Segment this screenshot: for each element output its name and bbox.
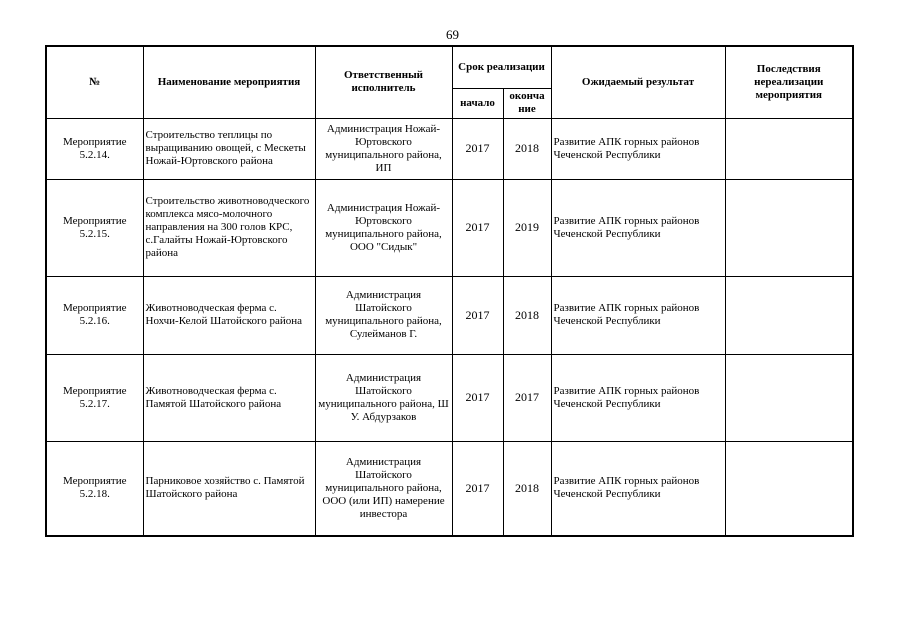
cell-name: Животноводческая ферма с. Нохчи-Келой Шатойского района (143, 276, 315, 354)
cell-responsible: Администрация Ножай-Юртовского муниципального района, ИП (315, 118, 452, 179)
cell-name: Строительство животноводческого комплекса мясо-молочного направления на 300 голов КРС, с.Галайты Ножай-Юртовского района (143, 179, 315, 276)
cell-consequences (725, 276, 853, 354)
cell-num: Мероприятие 5.2.14. (46, 118, 143, 179)
activities-table (45, 45, 854, 537)
header-end: оконча ние (503, 88, 551, 118)
cell-num: Мероприятие 5.2.15. (46, 179, 143, 276)
table-row (46, 179, 853, 276)
cell-name: Парниковое хозяйство с. Памятой Шатойского района (143, 441, 315, 536)
header-responsible: Ответственный исполнитель (315, 46, 452, 118)
header-result: Ожидаемый результат (551, 46, 725, 118)
cell-responsible: Администрация Шатойского муниципального района, ООО (или ИП) намерение инвестора (315, 441, 452, 536)
table-row (46, 276, 853, 354)
header-name: Наименование мероприятия (143, 46, 315, 118)
cell-consequences (725, 441, 853, 536)
cell-result: Развитие АПК горных районов Чеченской Республики (551, 441, 725, 536)
header-term: Срок реализации (452, 46, 551, 88)
header-num: № (46, 46, 143, 118)
cell-num: Мероприятие 5.2.17. (46, 354, 143, 441)
cell-end: 2018 (503, 276, 551, 354)
cell-name: Животноводческая ферма с. Памятой Шатойского района (143, 354, 315, 441)
cell-result: Развитие АПК горных районов Чеченской Республики (551, 179, 725, 276)
cell-name: Строительство теплицы по выращиванию овощей, с Мескеты Ножай-Юртовского района (143, 118, 315, 179)
cell-consequences (725, 354, 853, 441)
header-start: начало (452, 88, 503, 118)
cell-responsible: Администрация Ножай-Юртовского муниципального района, ООО "Сидык" (315, 179, 452, 276)
cell-num: Мероприятие 5.2.16. (46, 276, 143, 354)
cell-responsible: Администрация Шатойского муниципального района, Сулейманов Г. (315, 276, 452, 354)
table-row (46, 354, 853, 441)
cell-end: 2018 (503, 118, 551, 179)
cell-start: 2017 (452, 354, 503, 441)
cell-responsible: Администрация Шатойского муниципального района, Ш У. Абдурзаков (315, 354, 452, 441)
cell-consequences (725, 118, 853, 179)
cell-start: 2017 (452, 118, 503, 179)
cell-result: Развитие АПК горных районов Чеченской Республики (551, 354, 725, 441)
cell-start: 2017 (452, 179, 503, 276)
cell-end: 2019 (503, 179, 551, 276)
cell-end: 2017 (503, 354, 551, 441)
header-consequences: Последствия нереализации мероприятия (725, 46, 853, 118)
cell-result: Развитие АПК горных районов Чеченской Республики (551, 276, 725, 354)
cell-num: Мероприятие 5.2.18. (46, 441, 143, 536)
cell-result: Развитие АПК горных районов Чеченской Республики (551, 118, 725, 179)
cell-start: 2017 (452, 276, 503, 354)
table-row (46, 441, 853, 536)
cell-start: 2017 (452, 441, 503, 536)
page-number: 69 (446, 27, 459, 42)
cell-consequences (725, 179, 853, 276)
cell-end: 2018 (503, 441, 551, 536)
table-row (46, 118, 853, 179)
